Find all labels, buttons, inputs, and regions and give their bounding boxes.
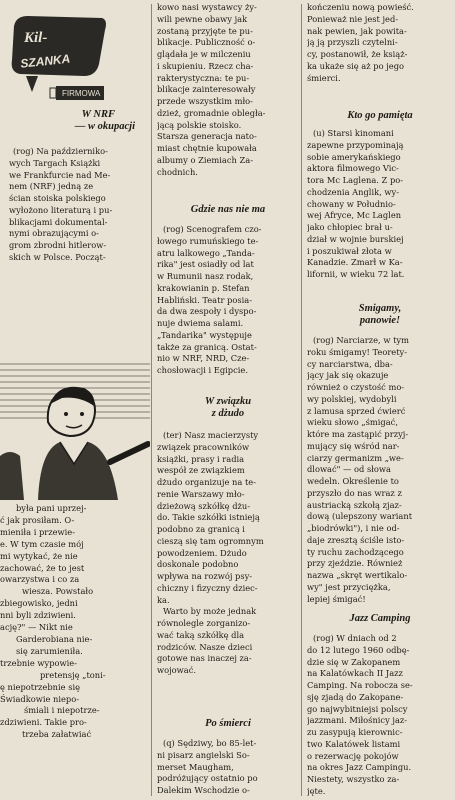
text-line: nymi obrazującymi o- (9, 228, 99, 239)
text-line: Starsza generacja nato- (157, 131, 257, 142)
text-line: ć jak prosiłam. O- (0, 514, 75, 525)
col3-heading-smigamy-line2: panowie! (359, 315, 401, 326)
text-line: aktora filmowego Vic- (307, 163, 399, 174)
text-line: dżudo organizuje na te- (157, 477, 256, 487)
text-line: na Kalatówkach II Jazz (307, 668, 403, 679)
text-line: o rezerwację pokojów (307, 750, 399, 761)
text-line: e. W tym czasie mój (0, 538, 84, 549)
text-line: ka ukaże się aż po jego (307, 60, 404, 71)
text-line: lifornii, w wieku 72 lat. (307, 269, 405, 279)
text-line: rika" jest osiadły od lat (157, 259, 254, 270)
text-line: wiesza. Powstało (22, 586, 94, 597)
text-line: powodzeniem. Dżudo (157, 547, 247, 558)
text-line: także za granicą. Ostat- (157, 341, 257, 352)
text-line: podróżujący ostatnio po (157, 773, 258, 784)
text-line: Kanadzie. Zmarł w Ka- (307, 257, 403, 268)
text-line: dzie się w Zakopanem (307, 656, 401, 667)
col3-heading-smigamy (307, 303, 453, 327)
text-line: Ponieważ nie jest jed- (307, 13, 399, 24)
text-line: doskonale podobno (157, 559, 239, 570)
col2-article-dzudo (157, 430, 299, 677)
text-line: śmierci. (307, 72, 341, 83)
col3-article-continued (307, 2, 453, 84)
col1-heading-line2: — w okupacji (74, 121, 135, 132)
text-line: wieku słowo „śmigać, (307, 417, 398, 428)
logo-line3: FIRMOWA (62, 89, 101, 98)
text-line: również o czystość mo- (307, 382, 405, 392)
logo-line2: SZANKA (19, 51, 71, 71)
kilszanka-logo (6, 8, 110, 106)
col1-heading-line1: W NRF (81, 109, 115, 120)
text-line: sobie amerykańskiego (307, 151, 401, 162)
text-line: ka. (157, 594, 170, 605)
text-line: daje zresztą ściśle isto- (307, 534, 405, 545)
text-line: do. Takie szkółki istnieją (157, 512, 260, 523)
text-line: miast chętnie kupowała (157, 143, 257, 153)
text-line: trzebnie wypowie- (0, 657, 78, 668)
text-line: kończeniu nową powieść. (307, 2, 414, 12)
text-line: wać taką szkółkę dla (157, 629, 245, 640)
text-line: wych Targach Książki (9, 157, 101, 168)
text-line: była pani uprzej- (16, 503, 87, 513)
text-line: owarzystwa i co za (0, 574, 80, 585)
text-line: dzież, gromadnie obległa- (157, 107, 266, 118)
text-line: da dwa zespoły i dyspo- (157, 306, 257, 317)
text-line: chosłowacji i Egipcie. (157, 365, 248, 375)
col2-heading-dzudo (157, 396, 299, 420)
text-line: wedeln. Określenie to (307, 476, 399, 486)
text-line: Garderobiana nie- (16, 633, 93, 644)
text-line: (rog) Narciarze, w tym (313, 335, 409, 345)
text-line: wpływa na rozwój psy- (157, 571, 253, 581)
text-line: równolegle zorganizo- (157, 618, 251, 628)
text-line: tora Mc Laglena. Z po- (307, 175, 404, 185)
text-line: przy zjeździe. Również (307, 558, 403, 569)
text-line: jęte. (307, 785, 326, 796)
text-line: nio w NRF, NRD, Cze- (157, 353, 250, 364)
text-line: cy, postanowił, że książ- (307, 49, 408, 59)
text-line: jącą polskie stoisko. (157, 119, 242, 130)
column-rule-1 (151, 4, 152, 796)
text-line: cy narciarstwa, dba- (307, 358, 393, 369)
text-line: rakterystyczna: te pu- (157, 72, 250, 83)
text-line: wili pewne obawy jak (157, 13, 248, 24)
col2-heading-gdzie: Gdzie nas nie ma (190, 204, 266, 215)
text-line: merset Maugham, (157, 761, 234, 772)
text-line: nak pewien, jak powita- (307, 25, 407, 36)
text-line: Dalekim Wschodzie o- (157, 785, 250, 795)
col3-article-smigamy (307, 335, 453, 605)
text-line: do 12 lutego 1960 odbę- (307, 644, 410, 655)
text-line: zbiegowisko, jedni (0, 598, 78, 609)
col1-heading (9, 109, 149, 133)
col2-article-po-smierci (157, 738, 299, 797)
text-line: nazwa „skręt wertikalo- (307, 570, 408, 580)
caricature-illustration (0, 352, 150, 500)
col3-heading-jazz: Jazz Camping (349, 613, 411, 624)
text-line: nuje dwiema salami. (157, 318, 244, 328)
text-line: (rog) Na październiko- (13, 146, 108, 156)
text-line: „biodrówki"), i nie od- (307, 523, 400, 533)
text-line: ację?" — Nikt nie (0, 622, 73, 633)
text-line: zapewne przypominają (307, 139, 404, 150)
text-line: glądała je w milczeniu (157, 49, 251, 59)
text-line: austriacką szkołą zjaz- (307, 499, 402, 510)
text-line: zdziwieni. Takie pro- (0, 717, 87, 728)
text-line: (u) Starsi kinomani (313, 128, 394, 138)
column-rule-2 (301, 4, 302, 796)
text-line: jako chłopiec brał u- (307, 222, 393, 232)
text-line: lepiej śmigać! (307, 593, 366, 604)
text-line: dział w wojnie burskiej (307, 233, 404, 244)
continuation-fragment (0, 503, 150, 741)
text-line: podobno za granicą i (157, 524, 245, 534)
text-line: go najwybitniejsi polscy (307, 703, 408, 714)
text-line: łowego rumuńskiego te- (157, 235, 259, 246)
text-line: grom zbrodni hitlerow- (9, 240, 107, 250)
text-line: chowany w Południo- (307, 198, 396, 209)
text-line: ni pisarz angielski So- (157, 749, 250, 760)
text-line: krakowianin p. Stefan (157, 282, 250, 293)
text-line: mujący się wśród nar- (307, 440, 400, 451)
text-line: dową (ulepszony wariant (307, 511, 413, 522)
text-line: roku śmigamy! Teorety- (307, 346, 408, 357)
text-line: które ma zastąpić przyj- (307, 429, 409, 439)
text-line: Warto by może jednak (163, 606, 257, 617)
col3-heading-kto: Kto go pamięta (347, 110, 413, 121)
text-line: (q) Sędziwy, bo 85-let- (163, 738, 257, 748)
text-line: wespół ze związkiem (157, 465, 245, 476)
text-line: (ter) Nasz macierzysty (163, 430, 259, 440)
text-line: związek pracowników (157, 441, 250, 452)
text-line: mi wytykać, że nie (0, 550, 78, 561)
text-line: two Kalatówek listami (307, 738, 401, 749)
text-line: cieszą się tam ogromnym (157, 535, 264, 546)
text-line: ę niepotrzebnie się (0, 681, 81, 692)
text-line: i poszukiwał złota w (307, 245, 392, 256)
text-line: wyłożono literaturą i pu- (9, 204, 113, 215)
text-line: albumy o Ziemiach Za- (157, 154, 254, 165)
text-line: chodzenia Anglik, wy- (307, 186, 400, 197)
col3-article-jazz (307, 633, 453, 798)
col2-heading-po-smierci: Po śmierci (205, 718, 251, 729)
text-line: mieniła i przewie- (0, 526, 76, 537)
text-line: trzeba załatwiać (22, 729, 92, 740)
text-line: rodziców. Nasze dzieci (157, 641, 253, 652)
text-line: książki, prasy i radia (157, 453, 245, 464)
text-line: ty ruchu zachodzącego (307, 546, 404, 557)
text-line: dzieżową szkółkę dżu- (157, 500, 251, 511)
text-line: się zarumieniła. (16, 645, 83, 656)
text-line: ją ją przyszli czytelni- (307, 37, 398, 48)
col3-article-kto (307, 128, 453, 281)
text-line: renie Warszawy mło- (157, 488, 245, 499)
text-line: na okres Jazz Campingu. (307, 762, 412, 773)
text-line: kowo nasi wystawcy ży- (157, 2, 257, 12)
text-line: Camping. Na robocza se- (307, 680, 413, 690)
text-line: ciarzy germanizm „we- (307, 452, 404, 463)
col2-article-gdzie (157, 224, 299, 377)
text-line: atru lalkowego „Tanda- (157, 247, 255, 258)
text-line: blikacje. Publiczność o- (157, 37, 256, 48)
text-line: dlować" — od słowa (307, 464, 391, 475)
text-line: Habliński. Teatr posia- (157, 294, 253, 305)
text-line: blikacje zainteresowały (157, 84, 256, 95)
text-line: wojować. (157, 665, 196, 675)
text-line: gotowe nas inaczej za- (157, 653, 252, 664)
text-line: pretensję „toni- (40, 669, 106, 680)
text-line: chodnich. (157, 166, 198, 177)
text-line: zu zasypują kierownic- (307, 727, 403, 737)
text-line: wy" jest przyciężka, (307, 581, 391, 592)
text-line: wy polskiej, wydobyli (307, 393, 397, 404)
text-line: skich w Polsce. Począt- (9, 251, 106, 262)
text-line: nni byli zdziwieni. (0, 610, 76, 621)
col2-heading-dzudo-line1: W związku (204, 396, 252, 407)
text-line: chiczny i fizyczny dziec- (157, 582, 258, 593)
text-line: zostaną przyjęte te pu- (157, 25, 253, 36)
text-line: Świadkowie niepo- (0, 693, 80, 704)
col2-article-continued (157, 2, 299, 178)
text-line: w Rumunii nasz rodak, (157, 271, 254, 281)
text-line: sję zjadą do Zakopane- (307, 691, 404, 702)
col1-body (9, 146, 149, 264)
text-line: jazzmani. Miłośnicy jaz- (307, 715, 408, 726)
text-line: nem (NRF) jedną ze (9, 181, 94, 192)
text-line: Niestety, wszystko za- (307, 774, 400, 784)
text-line: wej Afryce, Mc Laglen (307, 210, 402, 221)
col3-heading-smigamy-line1: Śmigamy, (358, 303, 402, 314)
text-line: przede wszystkim mło- (157, 96, 253, 106)
text-line: jący jak się okazuje (307, 370, 389, 381)
text-line: „Tandarika" występuje (157, 329, 252, 340)
text-line: przyszło do nas wraz z (307, 487, 402, 498)
col2-heading-dzudo-line2: z dżudo (211, 408, 245, 419)
logo-line1: Kil- (24, 30, 48, 46)
text-line: zachować, że to jest (0, 562, 85, 573)
text-line: i skupieniu. Rzecz cha- (157, 60, 254, 71)
text-line: blikacjami dokumental- (9, 216, 108, 227)
text-line: śmiali i niepotrze- (24, 705, 100, 716)
text-line: (rog) W dniach od 2 (313, 633, 397, 643)
text-line: (rog) Scenografem czo- (163, 224, 262, 234)
text-line: ścian stoiska polskiego (9, 193, 106, 203)
text-line: we Frankfurcie nad Me- (9, 169, 111, 180)
text-line: z lamusa sprzed ćwierć (307, 405, 406, 416)
